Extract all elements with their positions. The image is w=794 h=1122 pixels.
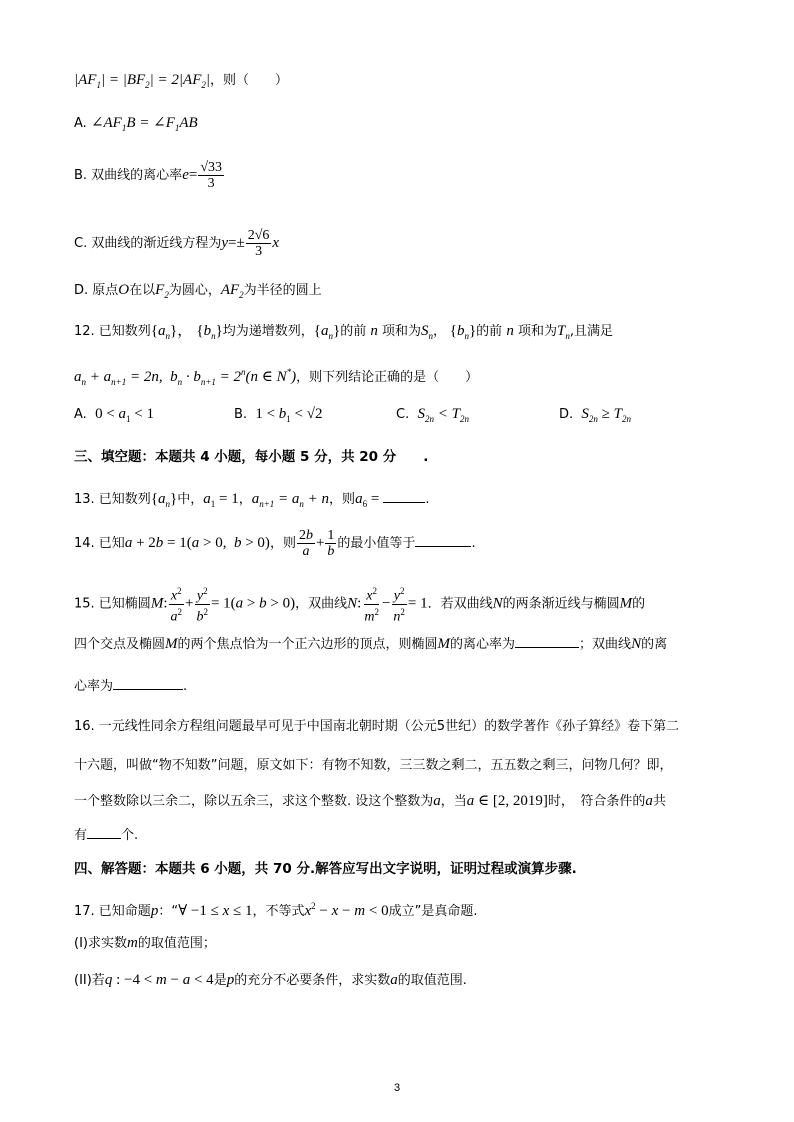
text: 项和为 xyxy=(517,324,557,339)
q17-part-i: (I)求实数m的取值范围； xyxy=(74,935,216,951)
formula: e xyxy=(182,167,189,183)
text: ，则下列结论正确的是（ ） xyxy=(296,370,479,385)
q16-line1: 16. 一元线性同余方程组问题最早可见于中国南北朝时期（公元5世纪）的数学著作《孙子算经》卷下第二 xyxy=(74,719,680,734)
q11-option-d: D. 原点O在以$F_2$为圆心，$AF_2$为半径的圆上 xyxy=(74,282,322,300)
formula: y xyxy=(221,235,229,251)
text: 的充分不必要条件，求实数 xyxy=(234,973,391,988)
text: 的离 xyxy=(641,637,668,652)
option-label: C. xyxy=(396,407,410,422)
text: . xyxy=(183,679,188,694)
q12-option-d: D. $S_{2n} \ge T_{2n}$ xyxy=(559,406,631,424)
fraction: $\frac{2b}{a}$ xyxy=(298,528,313,559)
answer-blank[interactable] xyxy=(515,635,579,648)
text: (I)求实数 xyxy=(74,936,127,951)
answer-blank[interactable] xyxy=(383,490,425,503)
text: ，则 xyxy=(269,536,296,551)
q12-option-c: C. $S_{2n} < T_{2n}$ xyxy=(396,406,469,424)
text: ；双曲线 xyxy=(579,637,632,652)
text: . xyxy=(425,492,430,507)
text: 的前 xyxy=(340,324,367,339)
text: ，当 xyxy=(440,794,467,809)
q16-line3: 一个整数除以三余二，除以五余三，求这个整数. 设这个整数为a，当a ∈ [2, 2019]时， 符合条件的a共 xyxy=(74,793,666,809)
q16-line2: 十六题，叫做“物不知数”问题，原文如下：有物不知数，三三数之剩二，五五数之剩三，问物几何？即， xyxy=(74,758,673,773)
q11-option-c: C. 双曲线的渐近线方程为y=± $\frac{2√6}{3}$ x xyxy=(74,228,280,259)
text: (II)若 xyxy=(74,973,105,988)
text: 15. 已知椭圆 xyxy=(74,596,151,612)
text: 13. 已知数列 xyxy=(74,492,151,507)
text: 的两条渐近线与椭圆 xyxy=(502,596,620,612)
formula: $\angle AF_1B$ = $\angle F_1AB$ xyxy=(90,115,198,133)
fraction: $\frac{y^2}{n^2}$ xyxy=(393,586,405,625)
text: 为半径的圆上 xyxy=(243,283,322,298)
q12-option-b: B. $1 < b_1 < √2$ xyxy=(234,406,323,424)
option-label: B. xyxy=(234,407,248,422)
text: 共 xyxy=(652,794,666,809)
text: 在以 xyxy=(129,283,156,298)
text: 成立”是真命题. xyxy=(388,904,478,919)
text: ，则 xyxy=(329,492,356,507)
q17-statement: 17. 已知命题p：“∀ −1 ≤ x ≤ 1，不等式$x^2 - x - m < 0$成立”是真命题. xyxy=(74,901,478,919)
text: 个. xyxy=(121,828,139,843)
text: 12. 已知数列 xyxy=(74,324,151,339)
option-label: D. xyxy=(559,407,574,422)
q15-line1: 15. 已知椭圆M: $\frac{x^2}{a^2}$ + $\frac{y^2}{b^2}$ = 1(a > b > 0)，双曲线N: $\frac{x^2}{m^2}$ − $\frac{y^2}{n^2}$ = 1．若双曲线N的两条渐近线与椭圆M的 xyxy=(74,586,646,625)
text: 的离心率为 xyxy=(450,637,516,652)
text: 为圆心， xyxy=(168,283,221,298)
text: ．若双曲线 xyxy=(427,596,493,612)
text: 的取值范围； xyxy=(137,936,216,951)
q11-option-a xyxy=(74,113,198,138)
q15-line2: 四个交点及椭圆M的两个焦点恰为一个正六边形的顶点，则椭圆M的离心率为 ；双曲线N的离 xyxy=(74,636,668,652)
text: 时， 符合条件的 xyxy=(547,794,646,809)
text: 的前 xyxy=(476,324,503,339)
answer-blank[interactable] xyxy=(415,534,471,547)
option-label: A. xyxy=(74,116,87,131)
text: ：“ xyxy=(158,904,179,919)
text: 17. 已知命题 xyxy=(74,904,151,919)
text: 的两个焦点恰为一个正六边形的顶点，则椭圆 xyxy=(177,637,438,652)
text: 项和为 xyxy=(381,324,421,339)
answer-blank[interactable] xyxy=(87,826,121,839)
text: . xyxy=(471,536,476,551)
q11-condition-line xyxy=(74,70,288,95)
q17-part-ii: (II)若q : −4 < m − a < 4是p的充分不必要条件，求实数a的取值范围. xyxy=(74,972,467,988)
text: 中， xyxy=(177,492,204,507)
formula: $a_n + a_{n+1} = 2n$, $b_n \cdot b_{n+1} = 2^n(n$ ∈ N*) xyxy=(74,367,297,387)
fraction: $\frac{x^2}{m^2}$ xyxy=(364,586,379,625)
text: 的最小值等于 xyxy=(337,536,416,551)
text: ，不等式 xyxy=(252,904,305,919)
q13: 13. 已知数列$\{a_n\}$中，$a_1 = 1$，$a_{n+1} = a_n + n$，则$a_6$ = . xyxy=(74,491,430,509)
text: ，双曲线 xyxy=(295,596,348,612)
text: 四个交点及椭圆 xyxy=(74,637,166,652)
q12-line2 xyxy=(74,362,478,392)
q16-line4 xyxy=(74,826,138,846)
q11-tail: ，则（ ） xyxy=(209,73,288,88)
text: 且满足 xyxy=(573,324,613,339)
formula: $|AF_1| = |BF_2| = 2|AF_2|$ xyxy=(74,72,210,90)
text: 均为递增数列， xyxy=(222,324,314,339)
text: 有 xyxy=(74,828,88,843)
text: 的取值范围. xyxy=(397,973,467,988)
text: 心率为 xyxy=(74,679,114,694)
text: 的 xyxy=(632,596,646,612)
option-label: A. xyxy=(74,407,87,422)
text: 一个整数除以三余二，除以五余三，求这个整数. 设这个整数为 xyxy=(74,794,434,809)
text: D. 原点 xyxy=(74,283,119,298)
section4-heading: 四、解答题：本题共 6 小题，共 70 分.解答应写出文字说明，证明过程或演算步骤. xyxy=(74,861,577,877)
fraction: $\frac{2√6}{3}$ xyxy=(247,228,270,259)
text: 是 xyxy=(213,973,227,988)
option-text: B. 双曲线的离心率 xyxy=(74,168,183,183)
q12-line1: 12. 已知数列$\{a_n\}$， $\{b_n\}$均为递增数列，$\{a_n\}$的前 n 项和为$S_n$， $\{b_n\}$的前 n 项和为$T_n$,且满足 xyxy=(74,323,613,341)
fraction: $\frac{y^2}{b^2}$ xyxy=(196,586,208,625)
page-number: 3 xyxy=(393,1082,401,1094)
fraction: $\frac{x^2}{a^2}$ xyxy=(170,586,182,625)
fraction: $\frac{1}{b}$ xyxy=(327,528,335,559)
fraction: $\frac{√33}{3}$ xyxy=(200,160,223,191)
text: 14. 已知 xyxy=(74,536,125,551)
q15-line3 xyxy=(74,677,187,697)
q11-option-b: B. 双曲线的离心率e= $\frac{√33}{3}$ xyxy=(74,160,223,191)
q12-option-a: A. $0 < a_1 < 1$ xyxy=(74,406,154,424)
answer-blank[interactable] xyxy=(113,677,183,690)
option-text: C. 双曲线的渐近线方程为 xyxy=(74,236,222,251)
q14: 14. 已知a + 2b = 1(a > 0, b > 0)，则 $\frac{2b}{a}$ + $\frac{1}{b}$ 的最小值等于 . xyxy=(74,528,476,559)
section3-heading: 三、填空题：本题共 4 小题，每小题 5 分，共 20 分 . xyxy=(74,449,429,465)
